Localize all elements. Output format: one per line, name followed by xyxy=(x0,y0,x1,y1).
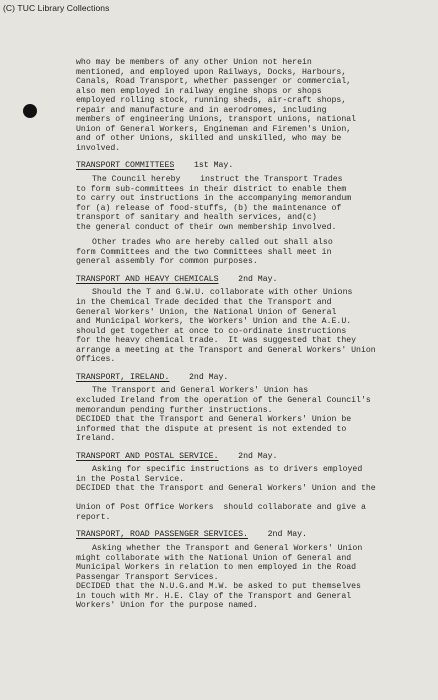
text-line: memorandum pending further instructions. xyxy=(76,405,273,415)
text-line: to carry out instructions in the accompanying memorandum xyxy=(76,194,352,204)
text-line: Asking whether the Transport and General Workers' Union xyxy=(92,544,363,554)
intro-paragraph xyxy=(76,58,426,153)
text-line: report. xyxy=(76,512,111,522)
section-title: TRANSPORT, ROAD PASSENGER SERVICES. xyxy=(76,530,248,540)
heading-spacer xyxy=(219,275,239,284)
text-line: The Transport and General Workers' Union has xyxy=(92,386,309,396)
section-date: 2nd May. xyxy=(267,530,307,540)
heading-spacer xyxy=(169,373,189,382)
section-gap xyxy=(76,444,426,452)
text-line: Union of General Workers, Engineman and Firemen's Union, xyxy=(76,124,352,134)
text-line: in the Chemical Trade decided that the Transport and xyxy=(76,298,332,308)
heading-spacer xyxy=(174,161,194,170)
text-line: who may be members of any other Union not herein xyxy=(76,58,312,67)
text-line: for the heavy chemical trade. It was suggested that they xyxy=(76,336,357,346)
section-heading xyxy=(76,530,426,540)
text-line: Municipal Workers in relation to men employed in the Road xyxy=(76,563,357,573)
text-line: Should the T and G.W.U. collaborate with other Unions xyxy=(92,288,353,298)
section-title: TRANSPORT AND POSTAL SERVICE. xyxy=(76,451,219,461)
text-line: DECIDED that the Transport and General Workers' Union be xyxy=(76,415,352,425)
text-line: Offices. xyxy=(76,355,116,365)
text-line: to form sub-committees in their district to enable them xyxy=(76,184,347,194)
section xyxy=(76,530,426,610)
section-heading xyxy=(76,373,426,383)
text-line: and of other Unions, skilled and unskilled, who may be xyxy=(76,134,342,144)
text-line: employed rolling stock, running sheds, air-craft shops, xyxy=(76,96,347,106)
text-line: should get together at once to co-ordinate instructions xyxy=(76,326,347,336)
section-paragraph xyxy=(76,288,426,364)
section-date: 1st May. xyxy=(193,161,234,171)
section-date: 2nd May. xyxy=(238,451,278,461)
section-gap xyxy=(76,267,426,275)
text-line: Passengar Transport Services. xyxy=(76,572,219,582)
text-line: repair and manufacture and in aerodromes, including xyxy=(76,105,327,115)
section xyxy=(76,452,426,523)
heading-spacer xyxy=(248,530,268,539)
text-line: general assembly for common purposes. xyxy=(76,257,258,267)
text-line: Union of Post Office Workers should collaborate and give a xyxy=(76,503,366,513)
text-line: in touch with Mr. H.E. Clay of the Transport and General xyxy=(76,591,352,601)
text-line: Workers' Union for the purpose named. xyxy=(76,601,258,611)
text-line: General Workers' Union, the National Union of General xyxy=(76,307,337,317)
section-date: 2nd May. xyxy=(189,372,229,382)
section-paragraph xyxy=(76,544,426,611)
text-line: the general conduct of their own membership involved. xyxy=(76,222,337,232)
text-line: The Council hereby instruct the Transport Trades xyxy=(92,175,343,185)
section-paragraph xyxy=(76,465,426,522)
section-date: 2nd May. xyxy=(238,274,278,284)
punch-hole xyxy=(23,104,37,118)
section-gap xyxy=(76,153,426,161)
text-line: DECIDED that the Transport and General Workers' Union and the xyxy=(76,484,376,494)
text-line: informed that the dispute at present is not extended to xyxy=(76,424,347,434)
text-line: Canals, Road Transport, whether passenger or commercial, xyxy=(76,77,352,87)
watermark: (C) TUC Library Collections xyxy=(3,3,110,13)
section xyxy=(76,275,426,365)
text-line: involved. xyxy=(76,143,121,153)
text-line: might collaborate with the National Union of General and xyxy=(76,553,352,563)
section-paragraph xyxy=(76,386,426,443)
text-line: arrange a meeting at the Transport and General Workers' Union xyxy=(76,345,376,355)
text-line: for (a) release of food-stuffs, (b) the maintenance of xyxy=(76,203,342,213)
section-gap xyxy=(76,365,426,373)
text-line: and Municipal Workers, the Workers' Union and the A.E.U. xyxy=(76,317,352,327)
text-line: excluded Ireland from the operation of the General Council's xyxy=(76,395,371,405)
text-line: in the Postal Service. xyxy=(76,474,185,484)
text-line xyxy=(76,494,426,504)
text-line: DECIDED that the N.U.G.and M.W. be asked to put themselves xyxy=(76,582,361,592)
section-heading xyxy=(76,275,426,285)
text-line: mentioned, and employed upon Railways, Docks, Harbours, xyxy=(76,67,347,77)
section xyxy=(76,161,426,266)
section-title: TRANSPORT COMMITTEES xyxy=(76,161,175,171)
section-title: TRANSPORT, IRELAND. xyxy=(76,372,170,382)
section-heading xyxy=(76,161,426,171)
text-line: Ireland. xyxy=(76,434,116,444)
text-line: also men employed in railway engine shops or shops xyxy=(76,86,322,96)
section-title: TRANSPORT AND HEAVY CHEMICALS xyxy=(76,274,219,284)
text-line: form Committees and the two Committees shall meet in xyxy=(76,247,332,257)
section-paragraph xyxy=(76,238,426,267)
section xyxy=(76,373,426,444)
text-line: Other trades who are hereby called out shall also xyxy=(92,238,333,248)
text-line: transport of sanitary and health services, and(c) xyxy=(76,213,317,223)
document-body xyxy=(76,58,426,611)
heading-spacer xyxy=(219,452,239,461)
section-paragraph xyxy=(76,175,426,232)
text-line: members of engineering Unions, transport unions, national xyxy=(76,115,357,125)
text-line: Asking for specific instructions as to drivers employed xyxy=(92,465,363,475)
section-heading xyxy=(76,452,426,462)
